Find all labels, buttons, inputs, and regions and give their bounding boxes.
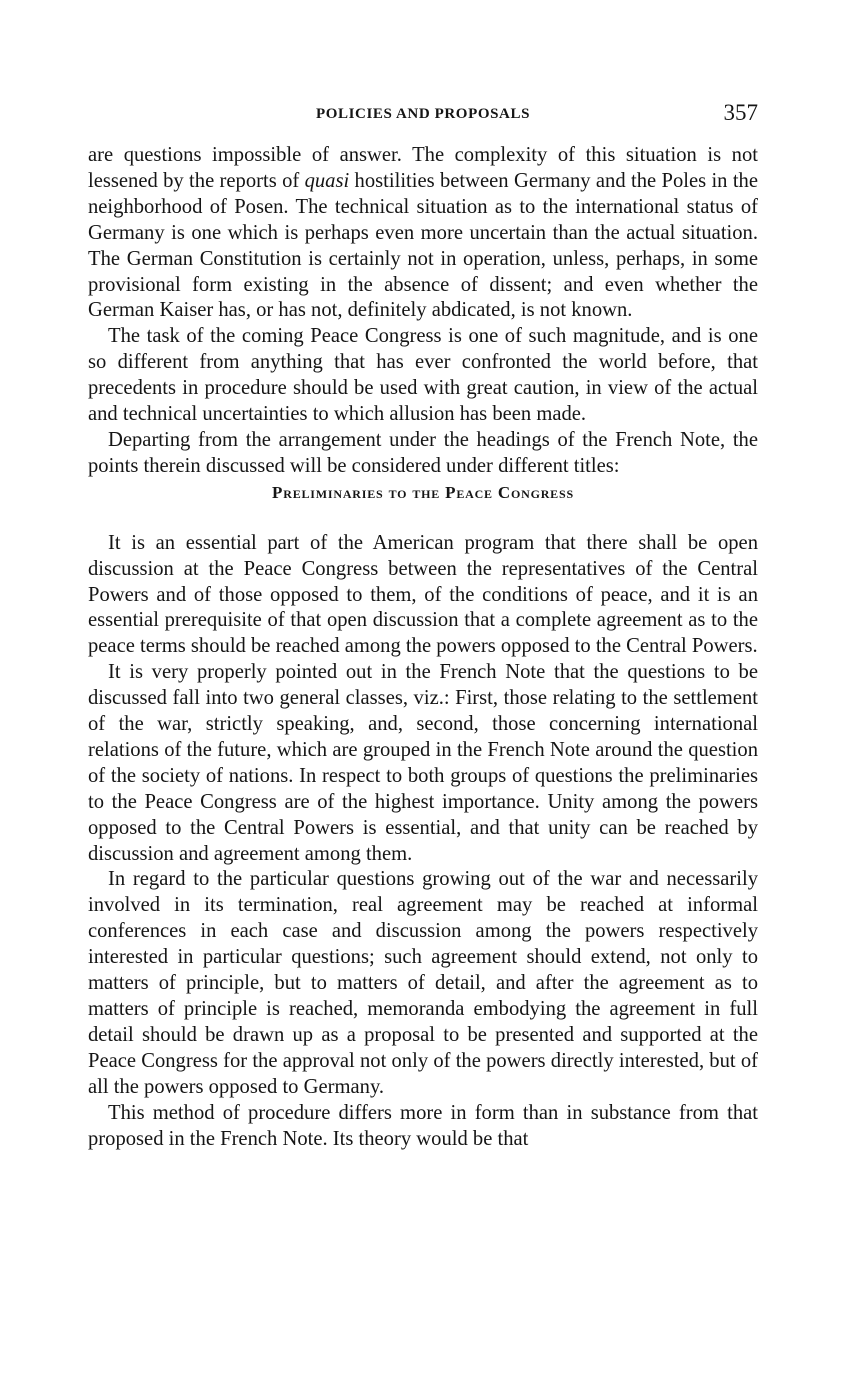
- paragraph-text: hostilities between Germany and the Poles in the neighborhood of Posen. The technical situation as to the international status of Germany is one which is perhaps even more uncertain than the actual situation. The German Constitution is certainly not in operation, unless, perhaps, in some provisional form existing in the absence of dissent; and even whether the German Kaiser has, or has not, definitely abdicated, is not known.: [88, 169, 758, 322]
- paragraph: This method of procedure differs more in form than in substance from that proposed in the French Note. Its theory would be that: [88, 1101, 758, 1150]
- paragraph: It is an essential part of the American program that there shall be open discussion at the Peace Congress between the representatives of the Central Powers and of those opposed to them, of the conditions of peace, and it is an essential prerequisite of that open discussion that a complete agreement as to the peace terms should be reached among the powers opposed to the Central Powers.: [88, 531, 758, 658]
- page-number: 357: [723, 100, 758, 125]
- running-title: POLICIES AND PROPOSALS: [315, 106, 531, 122]
- paragraph-continued: [88, 143, 758, 324]
- section-heading: Preliminaries to the Peace Congress: [272, 482, 574, 502]
- paragraph: The task of the coming Peace Congress is one of such magnitude, and is one so different from anything that has ever confronted the world before, that precedents in procedure should be used with great caution, in view of the actual and technical uncertainties to which allusion has been made.: [88, 325, 758, 426]
- paragraph: In regard to the particular questions growing out of the war and necessarily involved in its termination, real agreement may be reached at informal conferences in each case and discussion among the powers respectively interested in particular questions; such agreement should extend, not only to matters of principle, but to matters of detail, and after the agreement as to matters of principle is reached, memoranda embodying the agreement in full detail should be drawn up as a proposal to be presented and supported at the Peace Congress for the approval not only of the powers directly interested, but of all the powers opposed to Germany.: [88, 868, 758, 1098]
- running-head: [88, 100, 758, 130]
- body-text: [88, 143, 758, 1152]
- paragraph-text: are questions impossible of answer. The complexity of this situation is not lessened by the reports of: [88, 144, 758, 192]
- italic-term: quasi: [304, 169, 350, 192]
- paragraph: Departing from the arrangement under the headings of the French Note, the points therein discussed will be considered under different titles:: [88, 428, 758, 477]
- paragraph: It is very properly pointed out in the French Note that the questions to be discussed fall into two general classes, viz.: First, those relating to the settlement of the war, strictly speaking, and, second, those concerning international relations of the future, which are grouped in the French Note around the question of the society of nations. In respect to both groups of questions the preliminaries to the Peace Congress are of the highest importance. Unity among the powers opposed to the Central Powers is essential, and that unity can be reached by discussion and agreement among them.: [88, 661, 758, 865]
